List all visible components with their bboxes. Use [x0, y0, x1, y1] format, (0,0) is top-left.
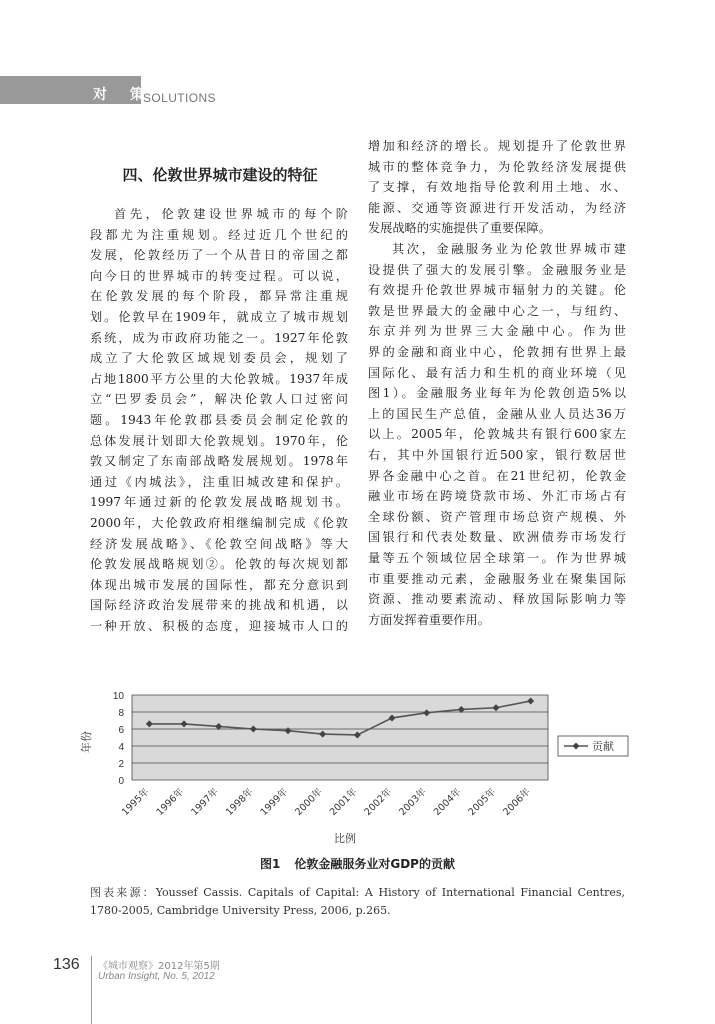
- text-line: 有效提升伦敦世界城市辐射力的关键。伦: [368, 283, 626, 298]
- text-line: 界各金融中心之首。在21世纪初，伦敦金: [368, 468, 626, 483]
- section-label-en: SOLUTIONS: [143, 91, 216, 105]
- x-tick-label: 1997年: [189, 786, 221, 818]
- x-tick-label: 2006年: [501, 786, 533, 818]
- x-tick-label: 2004年: [431, 786, 464, 818]
- text-line: 量等五个领域位居全球第一。作为世界城: [368, 551, 626, 565]
- text-line: 右，其中外国银行近500家，银行数居世: [368, 448, 626, 462]
- legend-label: 贡献: [592, 740, 614, 753]
- text-line: 融业市场在跨境贷款市场、外汇市场占有: [368, 489, 626, 504]
- figure-number: 图1: [260, 857, 281, 871]
- text-line: 占地1800平方公里的大伦敦城。1937年成: [90, 371, 348, 386]
- x-tick-label: 2002年: [362, 786, 395, 818]
- text-line: 总体发展计划即大伦敦规划。1970年，伦: [90, 433, 348, 448]
- text-line: 增加和经济的增长。规划提升了伦敦世界: [368, 139, 626, 153]
- text-line: 段都尤为注重规划。经过近几个世纪的: [90, 227, 348, 242]
- x-tick-label: 1998年: [223, 786, 256, 818]
- x-tick-label: 2003年: [397, 786, 429, 818]
- text-line: 题。1943年伦敦郡县委员会制定伦敦的: [90, 413, 348, 427]
- y-tick-label: 2: [118, 759, 124, 770]
- chart: [80, 690, 640, 860]
- text-line: 发展，伦敦经历了一个从昔日的帝国之都: [90, 248, 348, 263]
- text-line: 了支撑，有效地指导伦敦利用土地、水、: [368, 180, 626, 195]
- text-line: 1997年通过新的伦敦发展战略规划书。: [90, 495, 348, 510]
- text-line: 城市的整体竞争力，为伦敦经济发展提供: [368, 159, 626, 174]
- section-label-cn: 对 策: [93, 87, 153, 103]
- journal-title-en: Urban Insight, No. 5, 2012: [98, 971, 215, 982]
- section-heading: 四、伦敦世界城市建设的特征: [122, 166, 318, 184]
- text-line: 通过《内城法》，注重旧城改建和保护。: [90, 474, 348, 489]
- text-line: 国际化、最有活力和生机的商业环境（见: [368, 365, 626, 380]
- text-line: 东京并列为世界三大金融中心。作为世: [368, 324, 626, 339]
- text-line: 敦是世界最大的金融中心之一，与纽约、: [368, 303, 626, 318]
- text-line: 一种开放、积极的态度，迎接城市人口的: [90, 619, 348, 633]
- text-line: 国际经济政治发展带来的挑战和机遇，以: [90, 598, 348, 613]
- y-tick-label: 10: [112, 691, 124, 702]
- figure-caption-text: 伦敦金融服务业对GDP的贡献: [294, 857, 455, 871]
- text-line: 经济发展战略》、《伦敦空间战略》等大: [90, 536, 348, 551]
- text-line: 图1）。金融服务业每年为伦敦创造5%以: [368, 386, 626, 401]
- y-tick-label: 4: [118, 742, 124, 753]
- x-tick-label: 2005年: [466, 786, 499, 818]
- footer-rule: [91, 956, 92, 1024]
- x-tick-label: 2000年: [293, 786, 325, 818]
- text-line: 在伦敦发展的每个阶段，都异常注重规: [90, 289, 348, 304]
- text-line: 方面发挥着重要作用。: [368, 612, 490, 627]
- text-line: 设提供了强大的发展引擎。金融服务业是: [368, 262, 626, 277]
- text-line: 发展战略的实施提供了重要保障。: [368, 221, 551, 236]
- text-line: 国银行和代表处数量、欧洲债券市场发行: [368, 530, 626, 545]
- y-tick-label: 8: [118, 708, 124, 719]
- text-line: 成立了大伦敦区域规划委员会，规划了: [90, 351, 348, 366]
- x-tick-label: 1995年: [119, 786, 152, 818]
- text-line: 体现出城市发展的国际性，都充分意识到: [90, 577, 348, 592]
- chart-svg: [80, 690, 640, 860]
- text-line: 全球份额、资产管理市场总资产规模、外: [368, 509, 626, 524]
- x-tick-label: 1999年: [258, 786, 291, 818]
- x-axis-label: 比例: [334, 832, 356, 845]
- text-line: 伦敦发展战略规划②。伦敦的每次规划都: [90, 557, 348, 572]
- text-line: 立“巴罗委员会”，解决伦敦人口过密问: [90, 392, 348, 407]
- y-tick-label: 0: [118, 776, 124, 787]
- text-line: 市重要推动元素，金融服务业在聚集国际: [368, 571, 626, 586]
- text-line: 2000年，大伦敦政府相继编制完成《伦敦: [90, 516, 348, 530]
- text-line: 以上。2005年，伦敦城共有银行600家左: [368, 427, 626, 442]
- x-tick-label: 2001年: [327, 786, 360, 818]
- text-line: 敦又制定了东南部战略发展规划。1978年: [90, 454, 348, 469]
- text-line: 上的国民生产总值，金融从业人员达36万: [368, 406, 626, 421]
- text-line: 其次，金融服务业为伦敦世界城市建: [392, 242, 626, 256]
- figure-caption: [0, 855, 715, 872]
- journal-title-cn: 《城市观察》2012年第5期: [98, 961, 220, 972]
- page-number: 136: [53, 956, 80, 973]
- x-tick-label: 1996年: [154, 786, 187, 818]
- text-line: 向今日的世界城市的转变过程。可以说，: [90, 268, 348, 283]
- text-line: 能源、交通等资源进行开发活动，为经济: [368, 200, 626, 215]
- text-line: 划。伦敦早在1909年，就成立了城市规划: [90, 310, 348, 324]
- source-note: 图表来源：Youssef Cassis. Capitals of Capital: A History of International Financial Centres, 1780-2005, Cambridge University Press, 2006, p.265.: [90, 886, 625, 917]
- text-line: 界的金融和商业中心，伦敦拥有世界上最: [368, 345, 626, 359]
- y-axis-label: 年份: [80, 731, 93, 753]
- text-line: 系统，成为市政府功能之一。1927年伦敦: [90, 330, 348, 345]
- text-line: 资源、推动要素流动、释放国际影响力等: [368, 592, 626, 607]
- text-line: 首先，伦敦建设世界城市的每个阶: [114, 207, 348, 221]
- y-tick-label: 6: [118, 725, 124, 736]
